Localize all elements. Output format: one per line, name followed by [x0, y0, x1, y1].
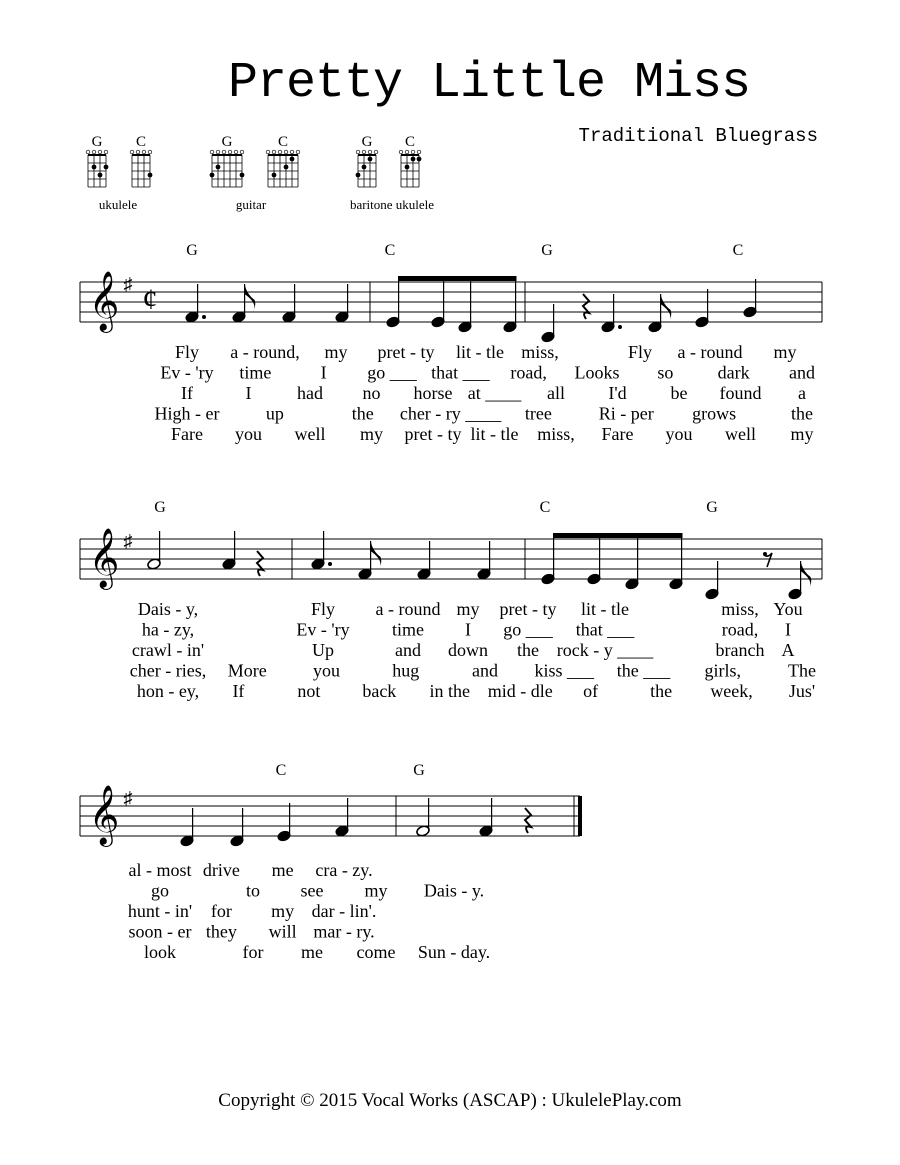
lyric-syllable: girls, [704, 660, 742, 681]
quarter-rest [525, 808, 531, 833]
lyric-syllable: lit - tle [581, 599, 629, 619]
lyric-syllable: Ri - per [598, 403, 654, 424]
treble-clef-icon: 𝄞 [88, 785, 120, 845]
lyric-syllable: Dais - y, [137, 599, 199, 619]
instrument-label: baritone ukulele [349, 197, 435, 212]
open-string-marker [130, 150, 134, 154]
lyric-syllable: lit - tle [456, 342, 504, 362]
finger-dot [290, 157, 295, 162]
lyric-syllable: come [356, 942, 396, 962]
finger-dot [98, 173, 103, 178]
instrument-label: ukulele [98, 197, 138, 212]
key-signature-sharp: ♯ [123, 531, 133, 551]
staff-system-2 [80, 499, 822, 701]
open-string-marker [216, 150, 220, 154]
chord-diagram-name: C [277, 134, 289, 150]
finger-dot [104, 165, 109, 170]
lyric-syllable: well [725, 424, 756, 444]
copyright-notice: Copyright © 2015 Vocal Works (ASCAP) : UkulelePlay.com [218, 1090, 682, 1111]
open-string-marker [272, 150, 276, 154]
open-string-marker [142, 150, 146, 154]
lyric-syllable: that ___ [575, 619, 635, 640]
lyric-syllable: Ev - 'ry [296, 619, 350, 640]
lyric-syllable: my [359, 424, 384, 444]
lyric-syllable: in the [429, 681, 471, 701]
dot [618, 325, 622, 329]
lyric-syllable: the ___ [616, 660, 671, 681]
open-string-marker [278, 150, 282, 154]
lyric-syllable: pret - ty [499, 599, 557, 619]
instrument-label: guitar [235, 197, 267, 212]
lyric-syllable: hon - ey, [136, 681, 200, 701]
lyric-syllable: be [670, 383, 688, 403]
quarter-rest [583, 294, 589, 319]
lyric-syllable: I'd [608, 383, 627, 403]
lyric-syllable: for [210, 901, 232, 921]
lyric-syllable: of [583, 681, 599, 701]
finger-dot [405, 165, 410, 170]
chord-diagram-name: C [135, 134, 147, 150]
beam [553, 533, 683, 538]
chord-diagram-ukulele-C [130, 134, 152, 187]
lyric-syllable: Fly [627, 342, 653, 362]
chord-diagram-baritone-ukulele-G [356, 134, 378, 187]
lyric-syllable: miss, [537, 424, 575, 444]
song-subtitle: Traditional Bluegrass [578, 125, 818, 147]
chord-symbol: G [706, 499, 718, 516]
chord-diagram-name: G [91, 134, 103, 150]
lyric-syllable: Ev - 'ry [160, 362, 214, 383]
open-string-marker [222, 150, 226, 154]
lyric-syllable: a - round [677, 342, 743, 362]
lyric-syllable: time [392, 619, 424, 640]
key-signature-sharp: ♯ [123, 788, 133, 808]
lyric-syllable: cher - ries, [129, 660, 207, 681]
open-string-marker [405, 150, 409, 154]
eighth-flag [801, 561, 812, 589]
chord-symbol: G [541, 242, 553, 259]
lyric-syllable: horse [413, 383, 453, 403]
open-string-marker [266, 150, 270, 154]
lyric-syllable: Fare [171, 424, 203, 444]
lyric-syllable: mar - ry. [313, 921, 375, 942]
lyric-syllable: my [456, 599, 480, 619]
lyric-syllable: You [773, 599, 803, 619]
lyric-syllable: Fly [310, 599, 336, 619]
finger-dot [356, 173, 361, 178]
lyric-syllable: time [239, 362, 272, 383]
open-string-marker [362, 150, 366, 154]
lyric-syllable: grows [692, 403, 737, 424]
lyric-syllable: Dais - y. [423, 880, 485, 901]
lyric-syllable: cher - ry ____ [399, 403, 502, 424]
lyric-syllable: go ___ [367, 362, 417, 383]
eighth-flag [371, 541, 382, 569]
lyric-syllable: drive [202, 860, 240, 880]
lyric-syllable: all [547, 383, 565, 403]
open-string-marker [417, 150, 421, 154]
lyric-syllable: kiss ___ [534, 660, 595, 681]
chord-symbol: G [413, 762, 425, 779]
staff-system-3 [80, 762, 580, 962]
eighth-flag [661, 294, 672, 322]
lyric-syllable: me [301, 942, 323, 962]
lyric-syllable: down [448, 640, 488, 660]
lyric-syllable: More [227, 660, 267, 681]
lyric-syllable: my [324, 342, 348, 362]
chord-symbol: C [275, 762, 287, 779]
finger-dot [411, 157, 416, 162]
lyric-syllable: you [665, 424, 693, 444]
finger-dot [368, 157, 373, 162]
lyric-syllable: for [242, 942, 264, 962]
lyric-syllable: dar - lin'. [311, 901, 377, 921]
lyric-syllable: my [364, 880, 388, 901]
lyric-syllable: I [245, 383, 252, 403]
chord-symbol: C [384, 242, 396, 259]
lyric-syllable: al - most [128, 860, 192, 880]
lyric-syllable: my [271, 901, 295, 921]
lyric-syllable: no [362, 383, 381, 403]
finger-dot [272, 173, 277, 178]
lyric-syllable: and [395, 640, 421, 660]
lyric-syllable: If [181, 383, 193, 403]
lyric-syllable: so [657, 362, 674, 383]
open-string-marker [98, 150, 102, 154]
lyric-syllable: A [781, 640, 795, 660]
lyric-syllable: found [719, 383, 762, 403]
lyric-syllable: If [232, 681, 245, 701]
lyric-syllable: week, [710, 681, 753, 701]
chord-diagram-guitar-G [210, 134, 245, 187]
chord-diagram-baritone-ukulele-C [399, 134, 421, 187]
lyric-syllable: the [517, 640, 539, 660]
finger-dot [362, 165, 367, 170]
lyric-syllable: my [773, 342, 797, 362]
dot [202, 315, 206, 319]
open-string-marker [356, 150, 360, 154]
lyric-syllable: you [235, 424, 262, 444]
chord-symbol: C [539, 499, 551, 516]
lyric-syllable: and [789, 362, 815, 383]
key-signature-sharp: ♯ [123, 274, 133, 294]
finger-dot [284, 165, 289, 170]
staff-system-1 [80, 242, 822, 444]
lyric-syllable: cra - zy. [315, 860, 373, 880]
chord-symbol: G [186, 242, 198, 259]
lyric-syllable: at ____ [467, 383, 522, 403]
lyric-syllable: ha - zy, [141, 619, 195, 640]
finger-dot [417, 157, 422, 162]
lyric-syllable: Fare [601, 424, 634, 444]
chord-diagram-name: G [221, 134, 233, 150]
lyric-syllable: see [300, 880, 324, 901]
lyric-syllable: tree [524, 403, 552, 424]
open-string-marker [92, 150, 96, 154]
lyric-syllable: soon - er [128, 921, 192, 942]
treble-clef-icon: 𝄞 [88, 528, 120, 588]
lyric-syllable: I [320, 362, 327, 383]
lyric-syllable: the [650, 681, 673, 701]
lyric-syllable: not [297, 681, 321, 701]
chord-diagram-name: G [361, 134, 373, 150]
lyric-syllable: and [472, 660, 498, 681]
lyric-syllable: branch [715, 640, 765, 660]
open-string-marker [296, 150, 300, 154]
finger-dot [210, 173, 215, 178]
lyric-syllable: had [297, 383, 323, 403]
time-signature-cut: ¢ [142, 283, 158, 316]
open-string-marker [284, 150, 288, 154]
lyric-syllable: miss, [721, 599, 759, 619]
lyric-syllable: the [351, 403, 374, 424]
treble-clef-icon: 𝄞 [88, 271, 120, 331]
open-string-marker [234, 150, 238, 154]
song-title: Pretty Little Miss [228, 55, 751, 112]
lyric-syllable: dark [717, 362, 750, 383]
lyric-syllable: I [785, 619, 791, 640]
lyric-syllable: a - round [375, 599, 441, 619]
finger-dot [216, 165, 221, 170]
lyric-syllable: that ___ [431, 362, 490, 383]
open-string-marker [228, 150, 232, 154]
lyric-syllable: High - er [154, 403, 220, 424]
chord-diagram-ukulele-G [86, 134, 108, 187]
open-string-marker [368, 150, 372, 154]
lyric-syllable: the [791, 403, 813, 424]
lyric-syllable: Up [312, 640, 334, 660]
lyric-syllable: The [788, 660, 816, 681]
lyric-syllable: go ___ [503, 619, 553, 640]
lyric-syllable: lit - tle [470, 424, 519, 444]
chord-symbol: C [732, 242, 744, 259]
beam [398, 276, 517, 281]
open-string-marker [148, 150, 152, 154]
open-string-marker [104, 150, 108, 154]
quarter-rest [257, 551, 263, 576]
chord-diagram-name: C [404, 134, 416, 150]
finger-dot [148, 173, 153, 178]
lyric-syllable: pret - ty [377, 342, 435, 362]
lyric-syllable: Sun - day. [417, 942, 491, 962]
lyric-syllable: hunt - in' [127, 901, 193, 921]
lyric-syllable: up [265, 403, 284, 424]
lyric-syllable: road, [721, 619, 759, 640]
lyric-syllable: rock - y ____ [556, 640, 654, 660]
open-string-marker [399, 150, 403, 154]
lyric-syllable: go [151, 880, 169, 901]
finger-dot [240, 173, 245, 178]
lyric-syllable: Fly [174, 342, 200, 362]
open-string-marker [411, 150, 415, 154]
open-string-marker [290, 150, 294, 154]
lyric-syllable: road, [510, 362, 547, 383]
lyric-syllable: look [143, 942, 177, 962]
chord-diagram-guitar-C [266, 134, 300, 187]
lyric-syllable: my [790, 424, 814, 444]
open-string-marker [240, 150, 244, 154]
lyric-syllable: Looks [574, 362, 620, 383]
eighth-flag [245, 284, 256, 312]
open-string-marker [374, 150, 378, 154]
chord-symbol: G [154, 499, 166, 516]
lyric-syllable: me [271, 860, 294, 880]
lyric-syllable: mid - dle [487, 681, 553, 701]
lyric-syllable: hug [392, 660, 420, 681]
lyric-syllable: a [798, 383, 806, 403]
lyric-syllable: I [465, 619, 471, 640]
lyric-syllable: miss, [521, 342, 559, 362]
lyric-syllable: pret - ty [404, 424, 462, 444]
open-string-marker [86, 150, 90, 154]
lyric-syllable: well [294, 424, 326, 444]
open-string-marker [136, 150, 140, 154]
open-string-marker [210, 150, 214, 154]
lyric-syllable: will [268, 921, 297, 942]
lyric-syllable: they [205, 921, 237, 942]
dot [328, 562, 332, 566]
lyric-syllable: you [313, 660, 340, 681]
lyric-syllable: back [362, 681, 397, 701]
eighth-rest-dot [763, 552, 767, 556]
lyric-syllable: Jus' [788, 681, 816, 701]
lyric-syllable: crawl - in' [131, 640, 205, 660]
finger-dot [92, 165, 97, 170]
lyric-syllable: a - round, [230, 342, 300, 362]
lyric-syllable: to [245, 880, 261, 901]
